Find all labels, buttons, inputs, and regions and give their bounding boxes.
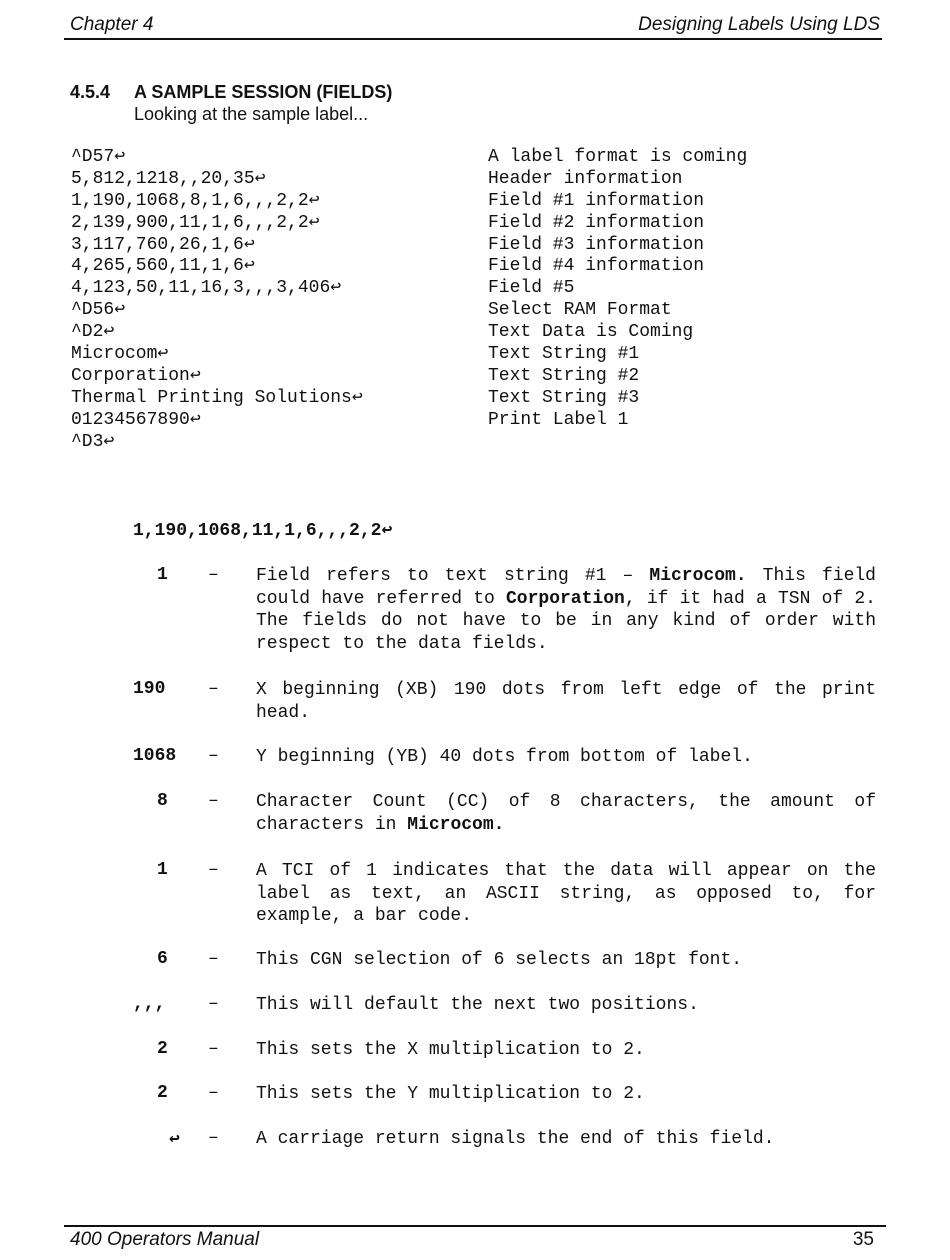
code-comment: Field #4 information (488, 256, 705, 277)
definition-dash: – (208, 949, 219, 969)
definition-text (256, 994, 876, 1017)
definition-emphasis: Corporation (506, 588, 625, 609)
definition-text (256, 1128, 876, 1151)
definition-text-part: This sets the X multiplication to 2. (256, 1040, 645, 1060)
page-header (64, 12, 882, 40)
code-line: ^D2↩ (71, 322, 115, 343)
section-intro: Looking at the sample label... (134, 104, 369, 124)
definition-text-part: This field could have referred to (256, 566, 876, 609)
definition-text (256, 1039, 876, 1062)
code-line: 4,265,560,11,1,6↩ (71, 256, 255, 277)
code-line: ^D3↩ (71, 431, 115, 452)
definition-param: 1 (157, 565, 168, 585)
manual-name: 400 Operators Manual (70, 1229, 260, 1250)
page-number: 35 (852, 1229, 874, 1250)
code-line: 01234567890↩ (71, 409, 201, 430)
definition-text (256, 565, 876, 655)
definition-dash: – (208, 791, 219, 811)
definition-text-part: X beginning (XB) 190 dots from left edge of the print head. (256, 680, 876, 723)
definition-text (256, 679, 876, 724)
field-line: 1,190,1068,11,1,6,,,2,2↩ (133, 521, 393, 541)
definition-text (256, 746, 876, 769)
code-comment: Field #2 information (488, 212, 705, 233)
definition-emphasis: Microcom. (407, 814, 505, 835)
code-comment: Select RAM Format (488, 300, 672, 321)
code-comment: Header information (488, 168, 683, 189)
definition-dash: – (208, 1083, 219, 1103)
definition-dash: – (208, 679, 219, 699)
code-line: Microcom↩ (71, 344, 169, 365)
code-comment: A label format is coming (488, 147, 748, 167)
code-comment: Text String #1 (488, 344, 640, 365)
definition-text-part: A carriage return signals the end of this field. (256, 1129, 775, 1149)
code-comment: Field #3 information (488, 234, 705, 255)
code-comment: Print Label 1 (488, 409, 629, 430)
definition-text (256, 949, 876, 972)
code-line: 4,123,50,11,16,3,,,3,406↩ (71, 278, 342, 299)
definition-param: 6 (157, 949, 168, 969)
definition-text-part: Character Count (CC) of 8 characters, the amount of characters in (256, 792, 876, 835)
code-comment: Field #1 information (488, 190, 705, 211)
definition-dash: – (208, 1128, 219, 1148)
definition-text-part: , if it had a TSN of 2. The fields do not have to be in any kind of order with respect to the data fields. (256, 588, 876, 654)
code-line: 3,117,760,26,1,6↩ (71, 234, 255, 255)
definition-text-part: Y beginning (YB) 40 dots from bottom of label. (256, 747, 753, 767)
code-line: 2,139,900,11,1,6,,,2,2↩ (71, 212, 320, 233)
definition-param: ,,, (133, 994, 166, 1014)
definition-dash: – (208, 994, 219, 1014)
definition-param: 2 (157, 1083, 168, 1103)
code-line: ^D57↩ (71, 147, 126, 167)
definition-emphasis: Microcom. (649, 566, 747, 586)
code-line: ^D56↩ (71, 300, 126, 321)
definition-param: 1068 (133, 746, 177, 766)
definition-text-part: This will default the next two positions. (256, 995, 699, 1015)
definition-text-part: Field refers to text string #1 – (256, 566, 650, 586)
definition-text-part: This CGN selection of 6 selects an 18pt font. (256, 950, 743, 970)
code-line: 1,190,1068,8,1,6,,,2,2↩ (71, 190, 320, 211)
code-comments (488, 147, 747, 432)
definition-param: 8 (157, 791, 168, 811)
code-comment: Text String #3 (488, 387, 640, 408)
header-title: Designing Labels Using LDS (638, 14, 880, 35)
definition-dash: – (208, 746, 219, 766)
code-line: Corporation↩ (71, 365, 201, 386)
section-number: 4.5.4 (70, 82, 111, 102)
definition-text (256, 791, 876, 836)
definition-dash: – (208, 1039, 219, 1059)
definition-param: 190 (133, 679, 166, 699)
definition-text-part: This sets the Y multiplication to 2. (256, 1084, 645, 1104)
code-line: 5,812,1218,,20,35↩ (71, 168, 266, 189)
definition-param: ↩ (169, 1130, 180, 1150)
code-listing (71, 147, 363, 453)
code-comment: Text String #2 (488, 365, 640, 386)
code-line: Thermal Printing Solutions↩ (71, 387, 363, 408)
chapter-label: Chapter 4 (70, 14, 154, 35)
definition-text-part: A TCI of 1 indicates that the data will appear on the label as text, an ASCII string, as opposed to, for example, a bar code. (256, 861, 876, 926)
definition-text (256, 1083, 876, 1106)
definition-param: 2 (157, 1039, 168, 1059)
code-comment: Text Data is Coming (488, 322, 694, 343)
section-title: A SAMPLE SESSION (FIELDS) (134, 82, 393, 102)
definition-dash: – (208, 860, 219, 880)
code-comment: Field #5 (488, 278, 575, 299)
page-footer (64, 1225, 886, 1250)
definition-dash: – (208, 565, 219, 585)
definition-text (256, 860, 876, 928)
definition-param: 1 (157, 860, 168, 880)
